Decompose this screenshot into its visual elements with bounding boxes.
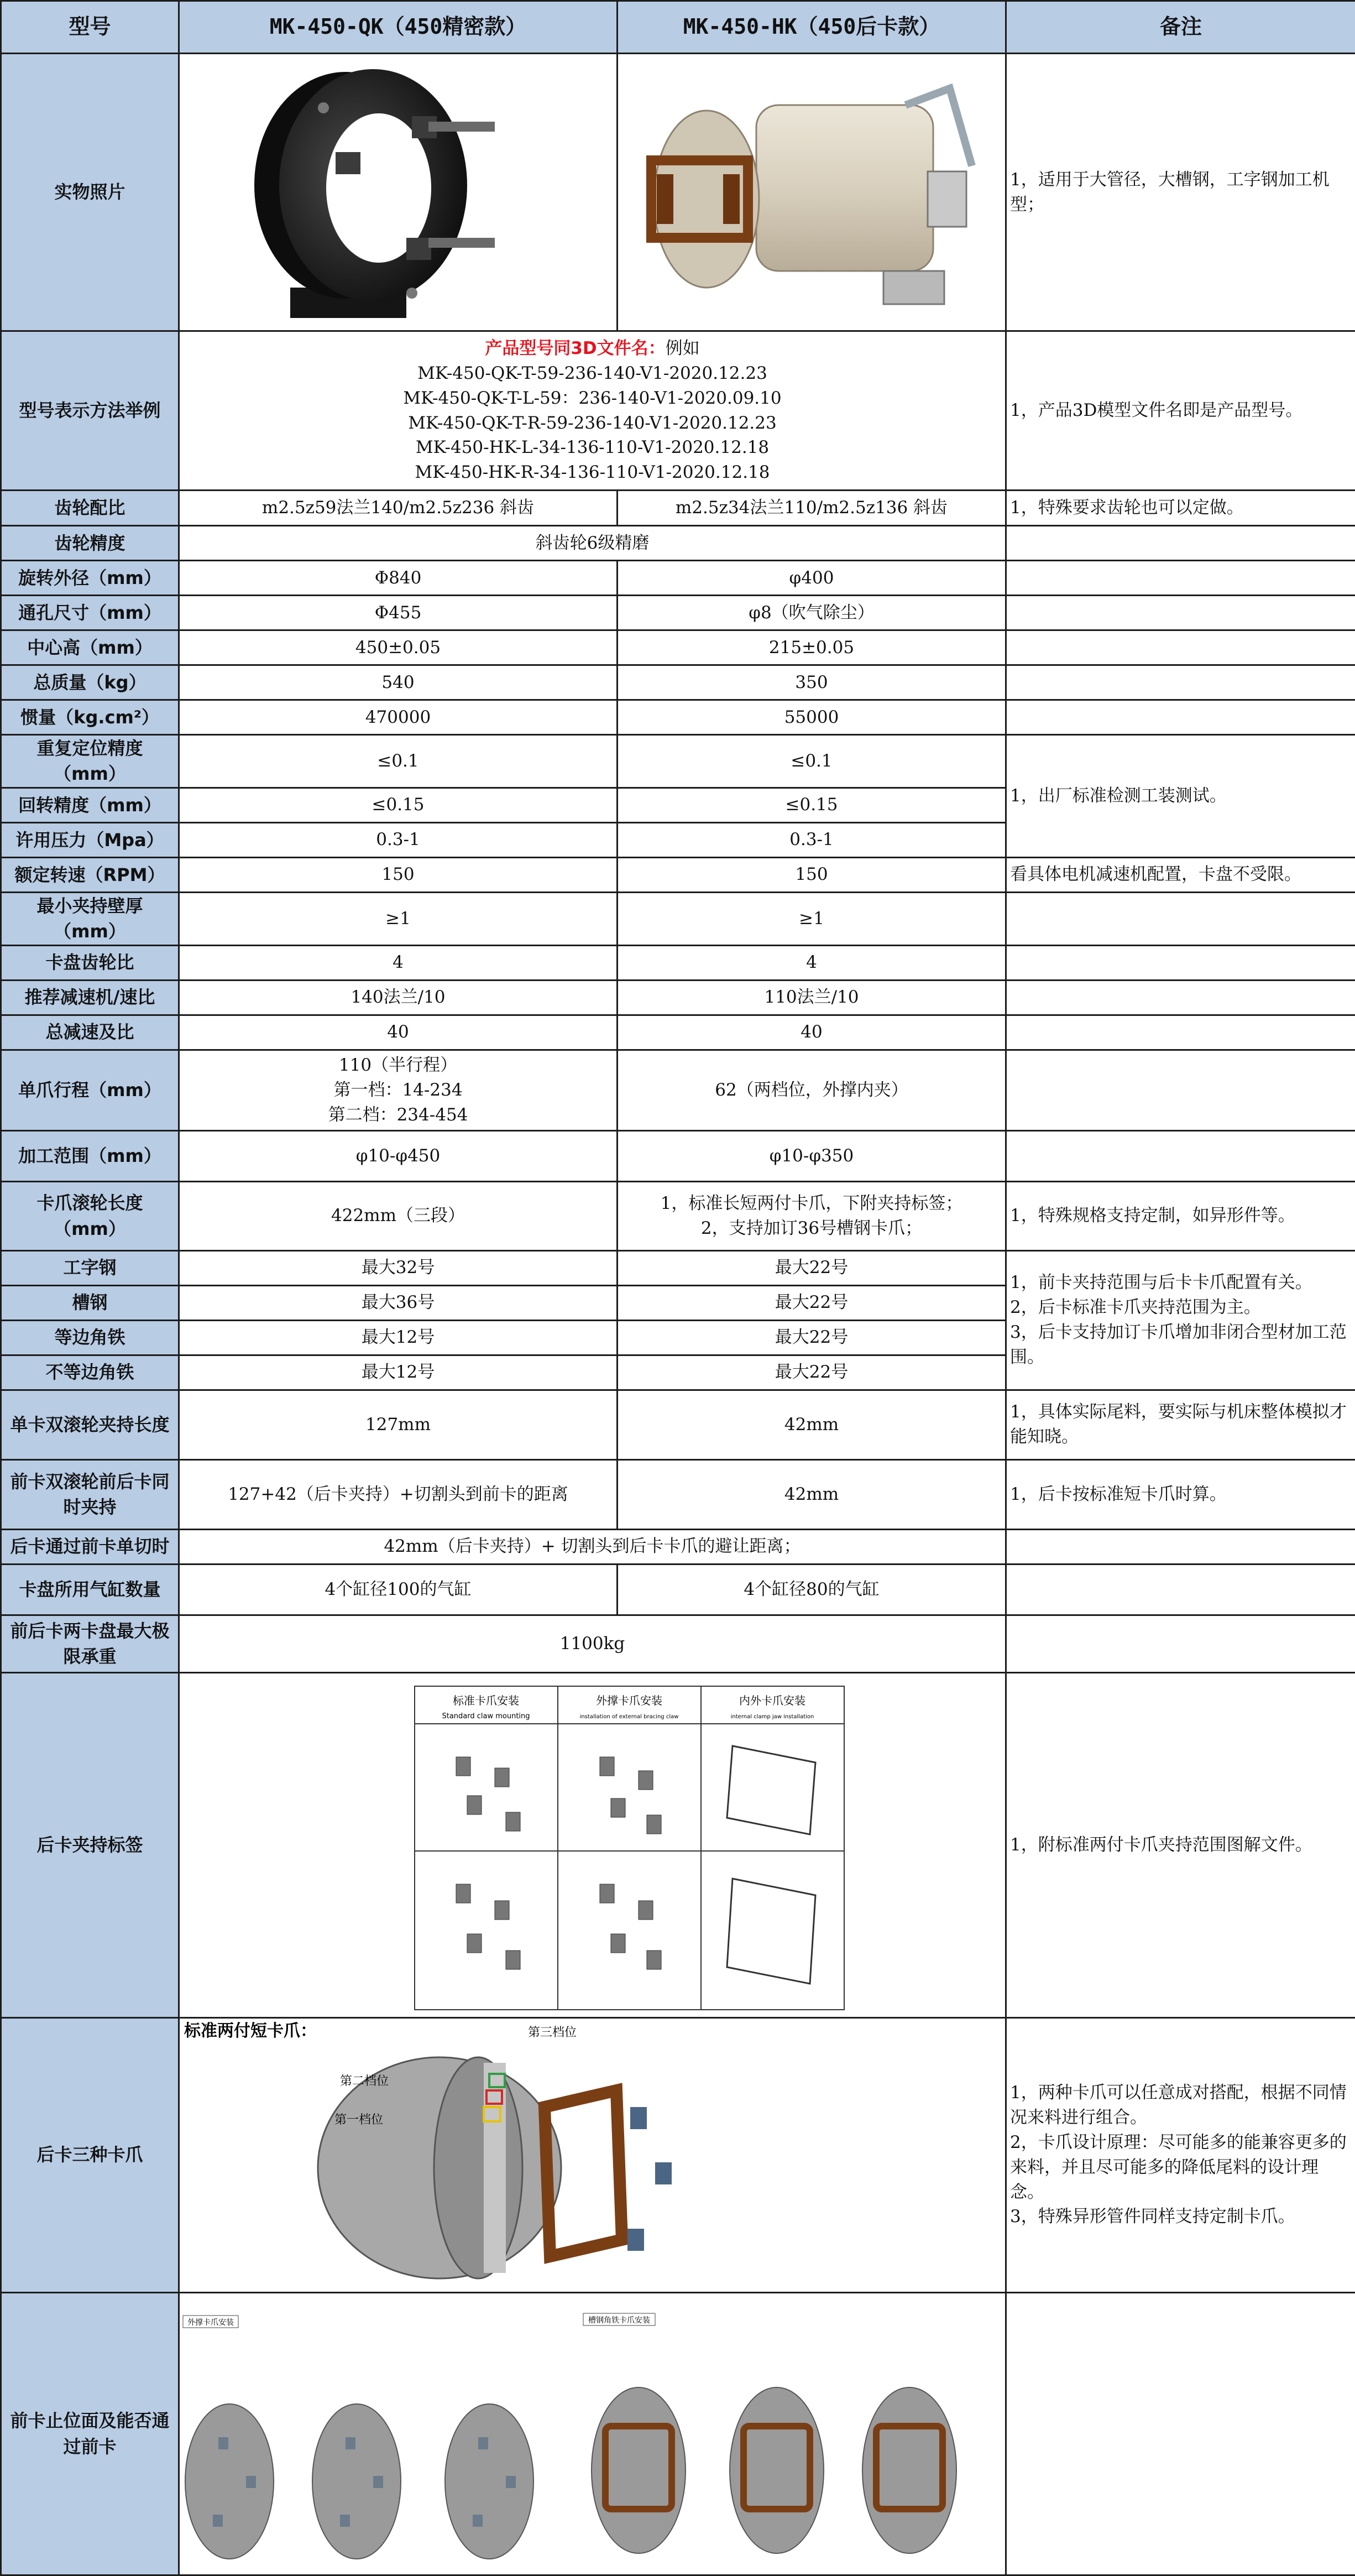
spec-qk-value: Φ455 [179, 596, 618, 630]
stroke-label: 单爪行程（mm） [1, 1050, 179, 1130]
spec-note [1006, 700, 1355, 735]
profile-qk-value: 最大32号 [179, 1250, 618, 1285]
spec-note [1006, 561, 1355, 596]
stroke-note [1006, 1050, 1355, 1130]
claw-tag-third: 第三档位 [528, 2026, 577, 2040]
hk-photo-cell [618, 54, 1006, 331]
spec-hk-value: 55000 [618, 700, 1006, 735]
header-qk-cell: MK-450-QK（450精密款） [179, 1, 618, 54]
profile-hk-value: 最大22号 [618, 1355, 1006, 1390]
spec-label: 惯量（kg.cm²） [1, 700, 179, 735]
clamp-hk-value: 42mm [618, 1459, 1006, 1529]
stroke-row [1, 1050, 1355, 1130]
spec-hk-value: 350 [618, 665, 1006, 700]
header-label-cell: 型号 [1, 1, 179, 54]
sheet-subheader: Standard claw mounting [442, 1712, 530, 1720]
stroke-qk-line: 第一档：14-234 [185, 1078, 611, 1103]
single-cut-row [1, 1529, 1355, 1564]
sheet-subheader: installation of external bracing claw [580, 1714, 679, 1720]
spec-label: 中心高（mm） [1, 630, 179, 665]
naming-note: 1，产品3D模型文件名即是产品型号。 [1006, 331, 1355, 491]
label-sheet-cell [179, 1672, 1006, 2017]
profile-qk-value: 最大12号 [179, 1320, 618, 1355]
spec-hk-value: m2.5z34法兰110/m2.5z136 斜齿 [618, 491, 1006, 526]
photo-row [1, 54, 1355, 331]
single-cut-label: 后卡通过前卡单切时 [1, 1529, 179, 1564]
spec-qk-value: m2.5z59法兰140/m2.5z236 斜齿 [179, 491, 618, 526]
stop-diagram [180, 2293, 1003, 2573]
load-label: 前后卡两卡盘最大极限承重 [1, 1615, 179, 1672]
spec-hk-value: 110法兰/10 [618, 980, 1006, 1015]
spec-note: 1，特殊要求齿轮也可以定做。 [1006, 491, 1355, 526]
spec-row [1, 491, 1355, 526]
naming-label: 型号表示方法举例 [1, 331, 179, 491]
spec-note [1006, 596, 1355, 630]
spec-label: 齿轮配比 [1, 491, 179, 526]
sheet-header: 标准卡爪安装 [453, 1694, 519, 1707]
cylinder-note [1006, 1564, 1355, 1615]
range-label: 加工范围（mm） [1, 1130, 179, 1181]
spec-row [1, 735, 1355, 788]
spec-hk-value: 4 [618, 945, 1006, 980]
roller-label: 卡爪滚轮长度（mm） [1, 1181, 179, 1250]
roller-note: 1，特殊规格支持定制，如异形件等。 [1006, 1181, 1355, 1250]
roller-hk-line: 1，标准长短两付卡爪，下附夹持标签； [624, 1191, 1000, 1216]
label-sheet-label: 后卡夹持标签 [1, 1672, 179, 2017]
spec-hk-value: ≤0.15 [618, 788, 1006, 822]
photo-label: 实物照片 [1, 54, 179, 331]
claw-tag-second: 第二档位 [340, 2074, 389, 2088]
header-hk-cell: MK-450-HK（450后卡款） [618, 1, 1006, 54]
spec-qk-value: 0.3-1 [179, 822, 618, 857]
hk-chuck-photo [618, 55, 1003, 330]
spec-qk-value: 470000 [179, 700, 618, 735]
profile-qk-value: 最大12号 [179, 1355, 618, 1390]
cylinder-hk-value: 4个缸径80的气缸 [618, 1564, 1006, 1615]
naming-example: MK-450-QK-T-59-236-140-V1-2020.12.23 [185, 361, 1000, 386]
single-cut-value: 42mm（后卡夹持）+ 切割头到后卡卡爪的避让距离； [179, 1529, 1006, 1564]
spec-qk-value: Φ840 [179, 561, 618, 596]
range-qk-value: φ10-φ450 [179, 1130, 618, 1181]
spec-note [1006, 892, 1355, 945]
claw-image-cell [179, 2017, 1006, 2292]
clamp-note: 1，具体实际尾料，要实际与机床整体模拟才能知晓。 [1006, 1390, 1355, 1459]
spec-note [1006, 1015, 1355, 1050]
spec-label: 旋转外径（mm） [1, 561, 179, 596]
stroke-qk-value [179, 1050, 618, 1130]
cylinder-row [1, 1564, 1355, 1615]
qk-chuck-photo [180, 55, 615, 330]
clamp-row [1, 1390, 1355, 1459]
spec-row [1, 980, 1355, 1015]
header-row [1, 1, 1355, 54]
naming-example: MK-450-QK-T-L-59：236-140-V1-2020.09.10 [185, 386, 1000, 411]
range-note [1006, 1130, 1355, 1181]
spec-hk-value: 40 [618, 1015, 1006, 1050]
roller-hk-value [618, 1181, 1006, 1250]
sheet-subheader: internal clamp jaw installation [731, 1714, 814, 1720]
roller-hk-line: 2，支持加订36号槽钢卡爪； [624, 1216, 1000, 1241]
profile-label: 等边角铁 [1, 1320, 179, 1355]
profile-label: 不等边角铁 [1, 1355, 179, 1390]
spec-label: 推荐减速机/速比 [1, 980, 179, 1015]
spec-qk-value: 450±0.05 [179, 630, 618, 665]
spec-label: 通孔尺寸（mm） [1, 596, 179, 630]
claw-row [1, 2017, 1355, 2292]
profile-note-line: 3，后卡支持加订卡爪增加非闭合型材加工范围。 [1010, 1320, 1349, 1370]
spec-hk-value: 150 [618, 857, 1006, 892]
profile-hk-value: 最大22号 [618, 1250, 1006, 1285]
stroke-qk-line: 110（半行程） [185, 1053, 611, 1078]
spec-hk-value: ≤0.1 [618, 735, 1006, 788]
spec-note [1006, 945, 1355, 980]
naming-title-rest: 例如 [666, 338, 700, 358]
spec-note: 看具体电机减速机配置，卡盘不受限。 [1006, 857, 1355, 892]
naming-example: MK-450-HK-R-34-136-110-V1-2020.12.18 [185, 460, 1000, 485]
spec-note: 1，出厂标准检测工装测试。 [1006, 735, 1355, 858]
profile-qk-value: 最大36号 [179, 1285, 618, 1320]
stop-image-cell [179, 2292, 1006, 2575]
naming-row [1, 331, 1355, 491]
spec-row [1, 857, 1355, 892]
clamp-row [1, 1459, 1355, 1529]
spec-qk-value: ≥1 [179, 892, 618, 945]
spec-row [1, 1015, 1355, 1050]
spec-row [1, 596, 1355, 630]
label-sheet-row [1, 1672, 1355, 2017]
spec-label: 齿轮精度 [1, 526, 179, 561]
claw-note-line: 1，两种卡爪可以任意成对搭配，根据不同情况来料进行组合。 [1010, 2080, 1349, 2130]
spec-label: 总减速及比 [1, 1015, 179, 1050]
range-row [1, 1130, 1355, 1181]
cylinder-label: 卡盘所用气缸数量 [1, 1564, 179, 1615]
profile-hk-value: 最大22号 [618, 1285, 1006, 1320]
clamp-range-sheet [180, 1674, 1003, 2016]
label-sheet-note: 1，附标准两付卡爪夹持范围图解文件。 [1006, 1672, 1355, 2017]
naming-examples-cell [179, 331, 1006, 491]
clamp-qk-value: 127mm [179, 1390, 618, 1459]
spec-qk-value: 150 [179, 857, 618, 892]
spec-row [1, 526, 1355, 561]
range-hk-value: φ10-φ350 [618, 1130, 1006, 1181]
spec-row [1, 665, 1355, 700]
naming-example: MK-450-QK-T-R-59-236-140-V1-2020.12.23 [185, 411, 1000, 436]
spec-label: 总质量（kg） [1, 665, 179, 700]
claw-label: 后卡三种卡爪 [1, 2017, 179, 2292]
clamp-qk-value: 127+42（后卡夹持）+切割头到前卡的距离 [179, 1459, 618, 1529]
stop-note [1006, 2292, 1355, 2575]
stroke-qk-line: 第二档：234-454 [185, 1103, 611, 1128]
clamp-label: 前卡双滚轮前后卡同时夹持 [1, 1459, 179, 1529]
claw-note-line: 3，特殊异形管件同样支持定制卡爪。 [1010, 2204, 1349, 2229]
spec-note [1006, 980, 1355, 1015]
spec-hk-value: 0.3-1 [618, 822, 1006, 857]
stroke-hk-value: 62（两档位，外撑内夹） [618, 1050, 1006, 1130]
spec-row [1, 561, 1355, 596]
spec-label: 重复定位精度（mm） [1, 735, 179, 788]
claw-diagram [180, 2019, 1003, 2290]
spec-label: 最小夹持壁厚（mm） [1, 892, 179, 945]
stop-label: 前卡止位面及能否通过前卡 [1, 2292, 179, 2575]
cylinder-qk-value: 4个缸径100的气缸 [179, 1564, 618, 1615]
spec-label: 额定转速（RPM） [1, 857, 179, 892]
load-row [1, 1615, 1355, 1672]
spec-note [1006, 630, 1355, 665]
spec-qk-value: 4 [179, 945, 618, 980]
clamp-hk-value: 42mm [618, 1390, 1006, 1459]
spec-note [1006, 665, 1355, 700]
photo-note: 1，适用于大管径，大槽钢，工字钢加工机型； [1006, 54, 1355, 331]
sheet-header: 内外卡爪安装 [739, 1694, 805, 1707]
stop-tag-left: 外撑卡爪安装 [187, 2318, 234, 2327]
claw-caption: 标准两付短卡爪： [184, 2021, 317, 2041]
spec-qk-value: ≤0.15 [179, 788, 618, 822]
spec-qk-value: 540 [179, 665, 618, 700]
naming-title-red: 产品型号同3D文件名： [485, 338, 665, 358]
header-note-cell: 备注 [1006, 1, 1355, 54]
clamp-note: 1，后卡按标准短卡爪时算。 [1006, 1459, 1355, 1529]
profile-row [1, 1250, 1355, 1285]
profile-label: 工字钢 [1, 1250, 179, 1285]
load-note [1006, 1615, 1355, 1672]
spec-note [1006, 526, 1355, 561]
spec-hk-value: φ400 [618, 561, 1006, 596]
spec-hk-value: 215±0.05 [618, 630, 1006, 665]
spec-row [1, 945, 1355, 980]
naming-title [185, 336, 1000, 361]
spec-qk-value: 140法兰/10 [179, 980, 618, 1015]
profile-note-line: 2，后卡标准卡爪夹持范围为主。 [1010, 1295, 1349, 1320]
spec-label: 回转精度（mm） [1, 788, 179, 822]
sheet-header: 外撑卡爪安装 [596, 1694, 662, 1707]
profile-hk-value: 最大22号 [618, 1320, 1006, 1355]
profile-note-line: 1，前卡夹持范围与后卡卡爪配置有关。 [1010, 1270, 1349, 1295]
claw-note-line: 2，卡爪设计原理：尽可能多的能兼容更多的来料，并且尽可能多的降低尾料的设计理念。 [1010, 2130, 1349, 2205]
roller-row [1, 1181, 1355, 1250]
single-cut-note [1006, 1529, 1355, 1564]
profile-note [1006, 1250, 1355, 1390]
claw-tag-first: 第一档位 [334, 2113, 383, 2127]
naming-example: MK-450-HK-L-34-136-110-V1-2020.12.18 [185, 435, 1000, 460]
spec-hk-value: ≥1 [618, 892, 1006, 945]
spec-qk-value: ≤0.1 [179, 735, 618, 788]
spec-label: 卡盘齿轮比 [1, 945, 179, 980]
spec-row [1, 700, 1355, 735]
spec-row [1, 892, 1355, 945]
claw-note [1006, 2017, 1355, 2292]
roller-qk-value: 422mm（三段） [179, 1181, 618, 1250]
stop-row [1, 2292, 1355, 2575]
qk-photo-cell [179, 54, 618, 331]
spec-hk-value: φ8（吹气除尘） [618, 596, 1006, 630]
load-value: 1100kg [179, 1615, 1006, 1672]
stop-tag-right: 槽钢角铁卡爪安装 [588, 2316, 650, 2325]
spec-merged-value: 斜齿轮6级精磨 [179, 526, 1006, 561]
spec-row [1, 630, 1355, 665]
clamp-label: 单卡双滚轮夹持长度 [1, 1390, 179, 1459]
spec-label: 许用压力（Mpa） [1, 822, 179, 857]
spec-qk-value: 40 [179, 1015, 618, 1050]
profile-label: 槽钢 [1, 1285, 179, 1320]
